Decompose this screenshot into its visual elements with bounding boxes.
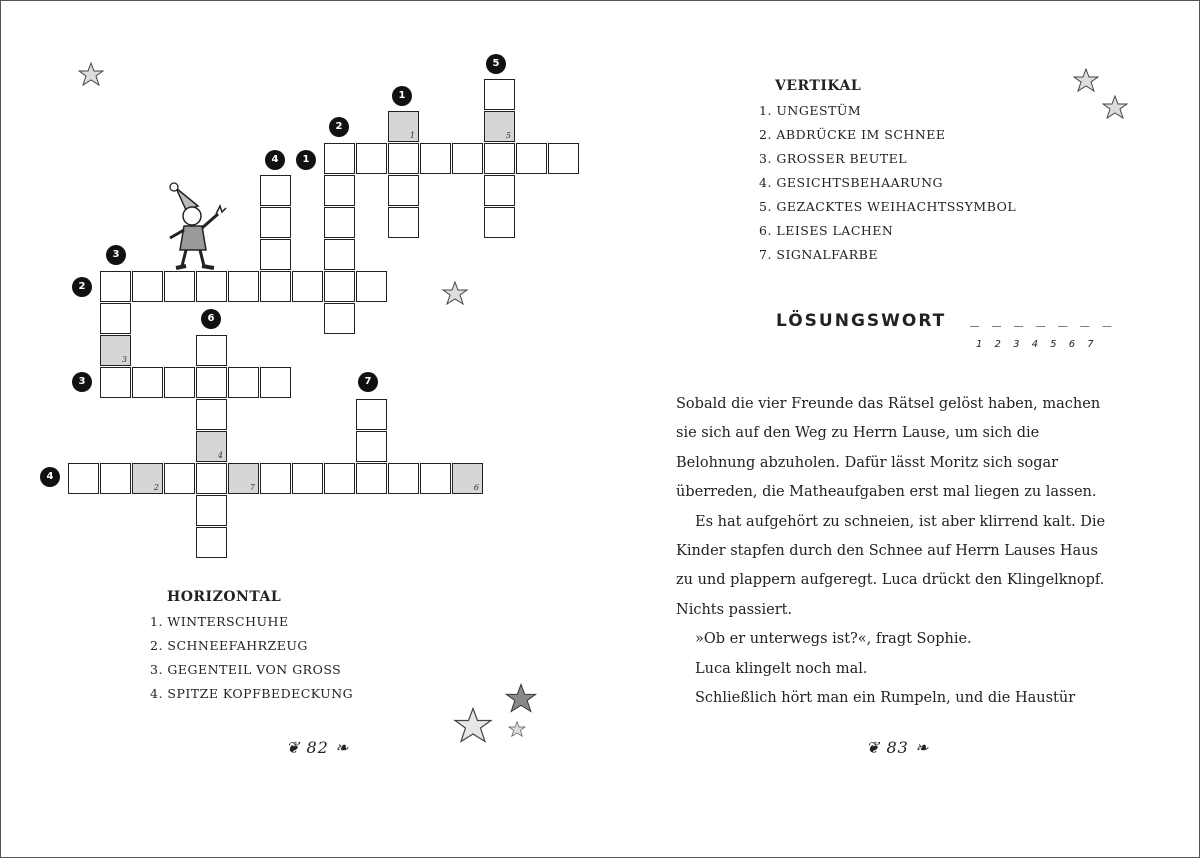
star-icon (1102, 95, 1128, 119)
crossword-cell[interactable] (228, 367, 259, 398)
laurel-icon: ❦ (866, 738, 887, 757)
vertical-title: VERTIKAL (775, 78, 862, 94)
clue-item: 4. SPITZE KOPFBEDECKUNG (150, 686, 354, 701)
laurel-icon: ❦ (286, 738, 307, 757)
crossword-cell[interactable] (260, 367, 291, 398)
crossword-cell[interactable] (196, 399, 227, 430)
clue-item: 3. GEGENTEIL VON GROSS (150, 662, 342, 677)
clue-number-badge: 5 (486, 54, 506, 74)
crossword-cell[interactable] (484, 143, 515, 174)
clue-item: 5. GEZACKTES WEIHACHTSSYMBOL (759, 199, 1017, 214)
crossword-cell[interactable] (388, 175, 419, 206)
crossword-cell[interactable] (196, 271, 227, 302)
clue-item: 2. SCHNEEFAHRZEUG (150, 638, 308, 653)
solution-word-label: LÖSUNGSWORT (776, 311, 947, 331)
laurel-icon: ❧ (908, 738, 930, 757)
clue-item: 2. ABDRÜCKE IM SCHNEE (759, 127, 946, 142)
crossword-cell[interactable] (196, 495, 227, 526)
solution-numbers: 1 2 3 4 5 6 7 (976, 339, 1099, 350)
clue-number-badge: 1 (392, 86, 412, 106)
page-number: 82 (306, 738, 329, 757)
crossword-cell[interactable] (516, 143, 547, 174)
clue-number-badge: 4 (265, 150, 285, 170)
crossword-cell[interactable] (260, 239, 291, 270)
crossword-cell[interactable] (324, 175, 355, 206)
crossword-cell[interactable] (260, 175, 291, 206)
crossword-solution-cell[interactable] (196, 431, 227, 462)
crossword-cell[interactable] (356, 431, 387, 462)
crossword-cell[interactable] (260, 271, 291, 302)
crossword-cell[interactable] (100, 271, 131, 302)
story-paragraph: Sobald die vier Freunde das Rätsel gelöst haben, machen sie sich auf den Weg zu Herrn Lause, um sich die Belohnung abzuholen. Dafür lässt Moritz sich sogar überreden, die Matheaufgaben erst mal liegen zu lassen. (676, 396, 1101, 501)
story-paragraph: Es hat aufgehört zu schneien, ist aber klirrend kalt. Die Kinder stapfen durch den Schnee auf Herrn Lauses Haus zu und plappern aufgeregt. Luca drückt den Klingelknopf. Nichts passiert. (676, 513, 1106, 618)
story-paragraph: Schließlich hört man ein Rumpeln, und die Haustür (695, 690, 1076, 707)
crossword-solution-cell[interactable] (228, 463, 259, 494)
clue-number-badge: 6 (201, 309, 221, 329)
crossword-cell[interactable] (164, 367, 195, 398)
clue-number-badge: 1 (296, 150, 316, 170)
crossword-cell[interactable] (484, 207, 515, 238)
crossword-cell[interactable] (100, 303, 131, 334)
page-number-right (866, 738, 929, 757)
solution-marker: 4 (217, 451, 223, 460)
crossword-cell[interactable] (388, 463, 419, 494)
clue-item: 6. LEISES LACHEN (759, 223, 894, 238)
horizontal-title: HORIZONTAL (167, 589, 282, 605)
solution-marker: 2 (153, 483, 159, 492)
crossword-cell[interactable] (164, 463, 195, 494)
vertical-clues (759, 78, 1016, 262)
solution-marker: 5 (505, 131, 511, 140)
clue-item: 1. WINTERSCHUHE (150, 614, 289, 629)
solution-marker: 3 (121, 355, 127, 364)
clue-number-badge: 7 (358, 372, 378, 392)
crossword-cell[interactable] (100, 367, 131, 398)
crossword-cell[interactable] (260, 463, 291, 494)
crossword-cell[interactable] (484, 175, 515, 206)
clue-number-badge: 3 (72, 372, 92, 392)
clue-item: 3. GROSSER BEUTEL (759, 151, 908, 166)
crossword-cell[interactable] (132, 271, 163, 302)
story-paragraph: »Ob er unterwegs ist?«, fragt Sophie. (695, 631, 972, 648)
solution-blanks: _ _ _ _ _ _ _ (970, 309, 1114, 327)
crossword-solution-cell[interactable] (132, 463, 163, 494)
solution-marker: 7 (249, 483, 255, 492)
crossword-cell[interactable] (196, 335, 227, 366)
crossword-cell[interactable] (324, 271, 355, 302)
clue-item: 1. UNGESTÜM (759, 103, 862, 118)
clue-item: 4. GESICHTSBEHAARUNG (759, 175, 944, 190)
crossword-cell[interactable] (100, 463, 131, 494)
crossword-cell[interactable] (324, 207, 355, 238)
crossword-cell[interactable] (324, 239, 355, 270)
page-number: 83 (886, 738, 909, 757)
crossword-cell[interactable] (388, 143, 419, 174)
page-number-left (286, 738, 349, 757)
crossword-cell[interactable] (388, 207, 419, 238)
story-paragraph: Luca klingelt noch mal. (695, 660, 868, 677)
clue-number-badge: 3 (106, 245, 126, 265)
star-icon (508, 721, 526, 737)
crossword-cell[interactable] (132, 367, 163, 398)
crossword-solution-cell[interactable] (452, 463, 483, 494)
crossword-cell[interactable] (324, 303, 355, 334)
crossword-solution-cell[interactable] (484, 111, 515, 142)
clue-number-badge: 2 (72, 277, 92, 297)
crossword-solution-cell[interactable] (388, 111, 419, 142)
crossword-cell[interactable] (420, 463, 451, 494)
crossword-cell[interactable] (164, 271, 195, 302)
star-icon (453, 707, 493, 743)
solution-marker: 1 (409, 131, 415, 140)
clue-number-badge: 2 (329, 117, 349, 137)
crossword-solution-cell[interactable] (100, 335, 131, 366)
crossword-cell[interactable] (292, 271, 323, 302)
crossword-cell[interactable] (356, 271, 387, 302)
star-icon (441, 281, 469, 305)
horizontal-clues (150, 589, 353, 701)
crossword-cell[interactable] (196, 367, 227, 398)
crossword-cell[interactable] (548, 143, 579, 174)
crossword-cell[interactable] (292, 463, 323, 494)
crossword-cell[interactable] (324, 463, 355, 494)
crossword-cell[interactable] (356, 399, 387, 430)
crossword-cell[interactable] (228, 271, 259, 302)
star-icon (505, 683, 537, 713)
crossword-cell[interactable] (324, 143, 355, 174)
clue-number-badge: 4 (40, 467, 60, 487)
crossword-cell[interactable] (484, 79, 515, 110)
crossword-cell[interactable] (196, 527, 227, 558)
crossword-cell[interactable] (260, 207, 291, 238)
star-icon (1073, 68, 1099, 92)
crossword-cell[interactable] (356, 463, 387, 494)
elf-illustration-icon (158, 180, 228, 272)
laurel-icon: ❧ (328, 738, 350, 757)
solution-marker: 6 (473, 483, 479, 492)
story-text (676, 390, 1106, 713)
crossword-cell[interactable] (196, 463, 227, 494)
crossword-cell[interactable] (68, 463, 99, 494)
crossword-cell[interactable] (452, 143, 483, 174)
crossword-cell[interactable] (420, 143, 451, 174)
crossword-cell[interactable] (356, 143, 387, 174)
star-icon (78, 62, 104, 86)
clue-item: 7. SIGNALFARBE (759, 247, 878, 262)
